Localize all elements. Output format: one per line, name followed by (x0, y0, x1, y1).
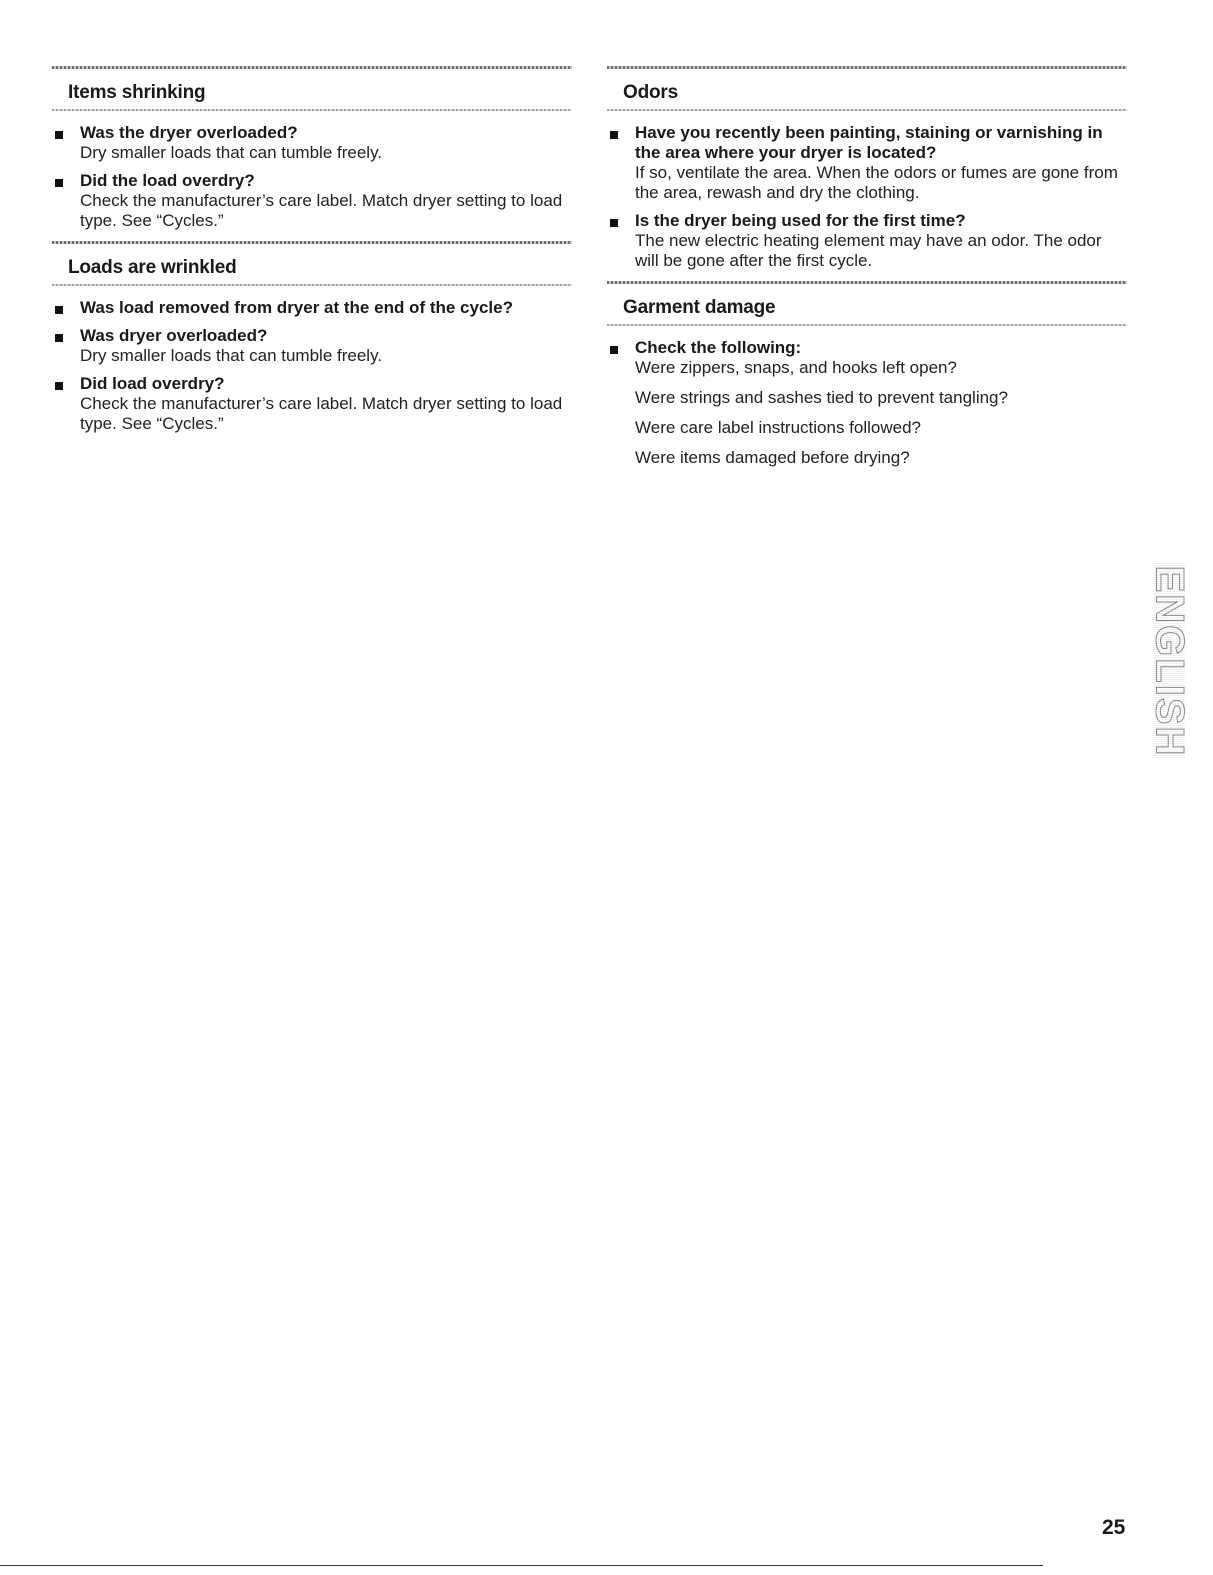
side-tab-label: ENGLISH (1147, 565, 1192, 757)
question-list (52, 123, 572, 231)
section-bottom-rule (607, 324, 1127, 326)
question-text: Did the load overdry? (80, 171, 255, 190)
question-list (52, 298, 572, 434)
section-garment-damage (607, 281, 1127, 468)
square-bullet-icon (55, 382, 63, 390)
question-text: Did load overdry? (80, 374, 225, 393)
answer-text: The new electric heating element may have an odor. The odor will be gone after the first cycle. (635, 231, 1102, 270)
square-bullet-icon (610, 131, 618, 139)
square-bullet-icon (55, 334, 63, 342)
section-loads-wrinkled (52, 241, 572, 434)
section-heading: Garment damage (623, 297, 776, 318)
question-text: Is the dryer being used for the first time? (635, 211, 966, 230)
square-bullet-icon (610, 346, 618, 354)
answer-text: Were care label instructions followed? (635, 418, 921, 437)
question-list (607, 123, 1127, 271)
question-text: Was the dryer overloaded? (80, 123, 298, 142)
right-column (607, 66, 1127, 476)
section-top-rule (52, 66, 572, 69)
answer-text: Check the manufacturer’s care label. Match dryer setting to load type. See “Cycles.” (80, 191, 563, 230)
list-item (52, 298, 572, 318)
section-heading: Loads are wrinkled (68, 257, 237, 278)
question-text: Was dryer overloaded? (80, 326, 268, 345)
section-bottom-rule (52, 284, 572, 286)
question-text: Was load removed from dryer at the end of the cycle? (80, 298, 513, 317)
section-top-rule (607, 66, 1127, 69)
answer-text: Check the manufacturer’s care label. Match dryer setting to load type. See “Cycles.” (80, 394, 563, 433)
answer-text: Dry smaller loads that can tumble freely. (80, 346, 383, 365)
question-text: Check the following: (635, 338, 802, 357)
page-number: 25 (1102, 1516, 1126, 1539)
section-heading: Items shrinking (68, 82, 206, 103)
section-top-rule (52, 241, 572, 244)
section-bottom-rule (607, 109, 1127, 111)
list-item (607, 211, 1127, 271)
list-item (52, 123, 572, 163)
answer-text: If so, ventilate the area. When the odors or fumes are gone from the area, rewash and dry the clothing. (635, 163, 1118, 202)
answer-text: Were strings and sashes tied to prevent tangling? (635, 388, 1008, 407)
section-items-shrinking (52, 66, 572, 231)
answer-text: Dry smaller loads that can tumble freely. (80, 143, 383, 162)
list-item (607, 123, 1127, 203)
left-column (52, 66, 572, 442)
square-bullet-icon (55, 306, 63, 314)
footer-rule (0, 1565, 1043, 1566)
question-list (607, 338, 1127, 468)
square-bullet-icon (55, 179, 63, 187)
answer-text: Were zippers, snaps, and hooks left open? (635, 358, 957, 377)
list-item (52, 374, 572, 434)
language-side-tab (1147, 563, 1192, 759)
square-bullet-icon (610, 219, 618, 227)
list-item (52, 326, 572, 366)
list-item (607, 338, 1127, 468)
section-odors (607, 66, 1127, 271)
section-top-rule (607, 281, 1127, 284)
list-item (52, 171, 572, 231)
answer-text: Were items damaged before drying? (635, 448, 910, 467)
question-text: Have you recently been painting, staining or varnishing in the area where your dryer is located? (635, 123, 1103, 162)
section-bottom-rule (52, 109, 572, 111)
square-bullet-icon (55, 131, 63, 139)
section-heading: Odors (623, 82, 678, 103)
